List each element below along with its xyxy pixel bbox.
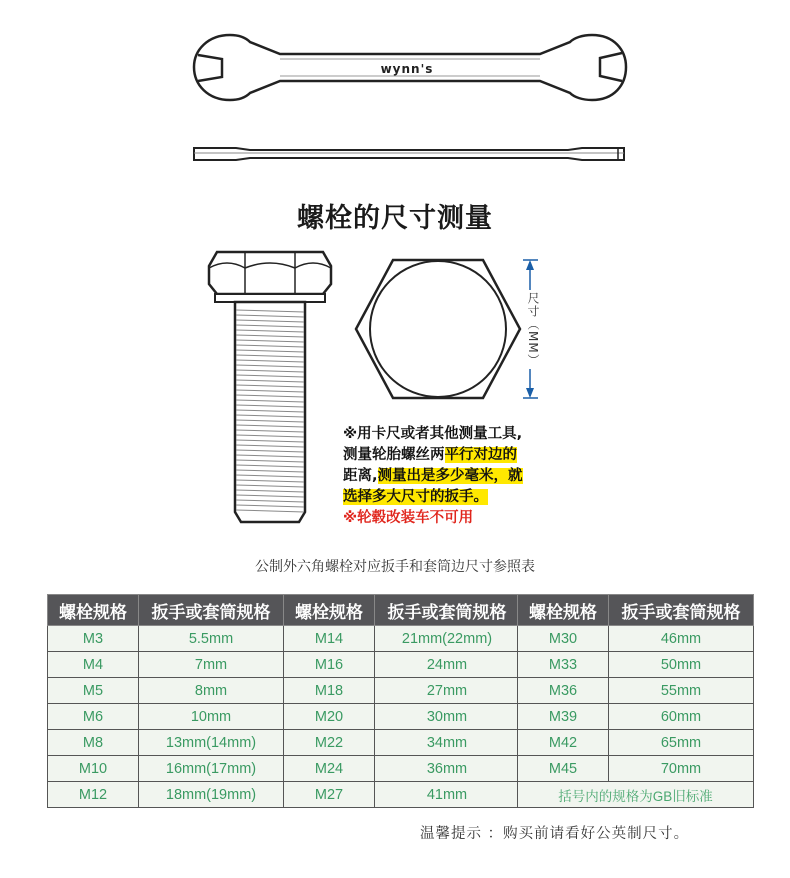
table-row: [48, 756, 284, 782]
note-line-2: 测量轮胎螺丝两平行对边的: [343, 447, 517, 463]
size-table-3: [517, 594, 754, 808]
note-line-3: 距离,测量出是多少毫米，就: [343, 468, 523, 484]
wrench-size-cell: 34mm: [375, 730, 520, 756]
wrench-size-cell: 10mm: [139, 704, 284, 730]
size-table-1: [47, 594, 284, 808]
footnote-cell: 括号内的规格为GB旧标准: [518, 782, 754, 808]
bolt-size-cell: M12: [48, 782, 139, 808]
bolt-size-cell: M3: [48, 626, 139, 652]
wrench-size-cell: 41mm: [375, 782, 520, 808]
header-wrench: 扳手或套筒规格: [139, 595, 284, 626]
table-row: [284, 756, 520, 782]
table-row: [518, 652, 754, 678]
wrench-size-cell: 16mm(17mm): [139, 756, 284, 782]
bolt-size-cell: M27: [284, 782, 375, 808]
wrench-side-view: [190, 142, 630, 166]
header-bolt: 螺栓规格: [48, 595, 139, 626]
table-row: [48, 652, 284, 678]
table-row: [284, 626, 520, 652]
bolt-size-cell: M33: [518, 652, 609, 678]
table-row: [518, 678, 754, 704]
table-row: [284, 652, 520, 678]
wrench-size-cell: 50mm: [609, 652, 754, 678]
table-row: [48, 626, 284, 652]
wrench-size-cell: 65mm: [609, 730, 754, 756]
dimension-label: 尺寸（MM）: [526, 292, 540, 367]
bolt-size-cell: M36: [518, 678, 609, 704]
table-row: [48, 678, 284, 704]
purchase-tip: 温馨提示 ：购买前请看好公英制尺寸。: [420, 826, 690, 842]
bolt-size-cell: M45: [518, 756, 609, 782]
header-bolt: 螺栓规格: [284, 595, 375, 626]
table-row: [518, 626, 754, 652]
wrench-size-cell: 60mm: [609, 704, 754, 730]
wrench-size-cell: 30mm: [375, 704, 520, 730]
bolt-size-cell: M16: [284, 652, 375, 678]
table-row: [284, 730, 520, 756]
bolt-size-cell: M18: [284, 678, 375, 704]
page-title: 螺栓的尺寸测量: [297, 203, 493, 234]
hex-head-top-view: [348, 254, 548, 404]
bolt-size-cell: M24: [284, 756, 375, 782]
bolt-size-cell: M42: [518, 730, 609, 756]
bolt-size-cell: M4: [48, 652, 139, 678]
bolt-size-cell: M22: [284, 730, 375, 756]
wrench-size-cell: 5.5mm: [139, 626, 284, 652]
wrench-size-cell: 27mm: [375, 678, 520, 704]
table-row: [284, 782, 520, 808]
bolt-size-cell: M6: [48, 704, 139, 730]
header-wrench: 扳手或套筒规格: [375, 595, 520, 626]
table-row: [518, 704, 754, 730]
table-caption: 公制外六角螺栓对应扳手和套筒边尺寸参照表: [255, 559, 535, 575]
bolt-size-cell: M5: [48, 678, 139, 704]
table-row: [48, 704, 284, 730]
note-warning: ※轮毂改装车不可用: [343, 510, 474, 526]
wrench-size-cell: 13mm(14mm): [139, 730, 284, 756]
bolt-size-cell: M30: [518, 626, 609, 652]
note-line-1: ※用卡尺或者其他测量工具,: [343, 426, 523, 442]
header-bolt: 螺栓规格: [518, 595, 609, 626]
bolt-size-cell: M10: [48, 756, 139, 782]
wrench-size-cell: 18mm(19mm): [139, 782, 284, 808]
table-row: [48, 782, 284, 808]
bolt-size-cell: M20: [284, 704, 375, 730]
table-row: [518, 782, 754, 808]
table-row: [518, 730, 754, 756]
measurement-note: [343, 424, 523, 529]
wrench-size-cell: 70mm: [609, 756, 754, 782]
header-wrench: 扳手或套筒规格: [609, 595, 754, 626]
wrench-top-view: [190, 25, 630, 105]
size-table-2: [283, 594, 520, 808]
wrench-size-cell: 36mm: [375, 756, 520, 782]
bolt-side-illustration: [205, 250, 335, 525]
bolt-size-cell: M39: [518, 704, 609, 730]
table-row: [284, 704, 520, 730]
table-row: [518, 756, 754, 782]
bolt-size-cell: M14: [284, 626, 375, 652]
wrench-size-cell: 55mm: [609, 678, 754, 704]
wrench-size-cell: 7mm: [139, 652, 284, 678]
wrench-size-cell: 21mm(22mm): [375, 626, 520, 652]
note-line-4: 选择多大尺寸的扳手。: [343, 489, 488, 505]
bolt-size-cell: M8: [48, 730, 139, 756]
wrench-size-cell: 46mm: [609, 626, 754, 652]
wrench-size-cell: 8mm: [139, 678, 284, 704]
wrench-size-cell: 24mm: [375, 652, 520, 678]
brand-logo: wynn's: [380, 62, 434, 76]
table-row: [284, 678, 520, 704]
table-row: [48, 730, 284, 756]
